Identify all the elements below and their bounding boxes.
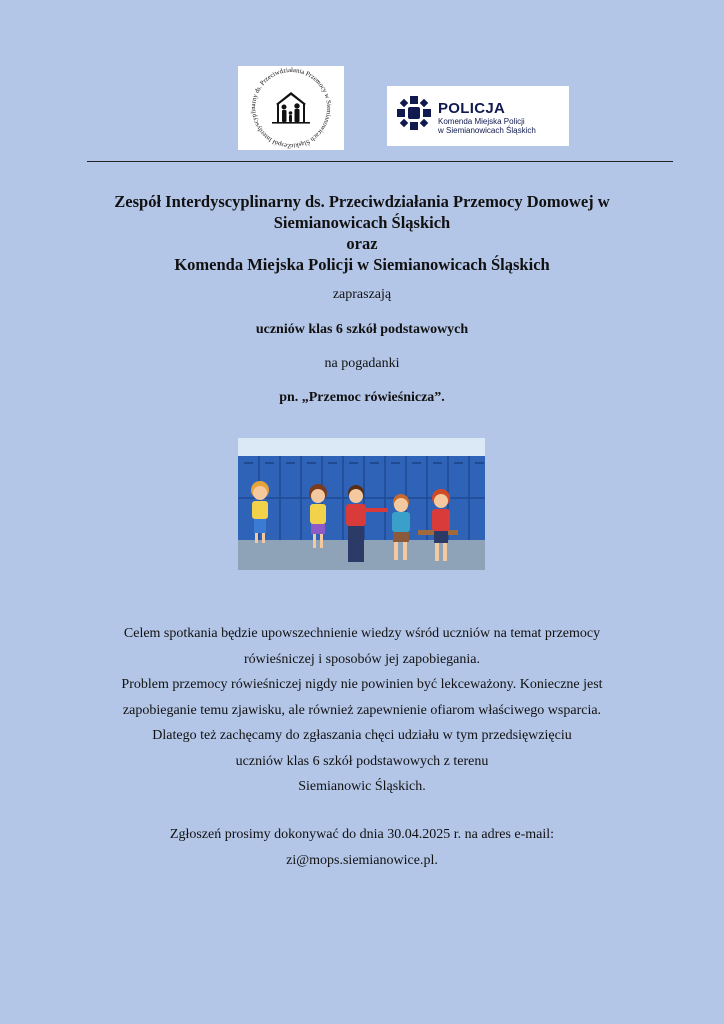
invite-topic: pn. „Przemoc rówieśnicza”. — [279, 390, 445, 405]
invite-audience: uczniów klas 6 szkół podstawowych — [255, 322, 469, 337]
registration-contact — [60, 822, 664, 874]
interdisciplinary-team-seal — [238, 66, 344, 150]
family-silhouette-icon — [272, 92, 310, 124]
heading-line-1: Zespół Interdyscyplinarny ds. Przeciwdziałania Przemocy Domowej w — [114, 192, 610, 211]
description-line-3: Problem przemocy rówieśniczej nigdy nie powinien być lekceważony. Konieczne jest — [121, 677, 603, 692]
heading-line-4: Komenda Miejska Policji w Siemianowicach Śląskich — [174, 255, 550, 274]
description-line-2: rówieśniczej i sposobów jej zapobiegania. — [244, 651, 480, 667]
registration-deadline-text: Zgłoszeń prosimy dokonywać do dnia 30.04.2025 r. na adres e-mail: — [169, 827, 555, 842]
heading-line-3: oraz — [346, 234, 378, 253]
heading-line-2: Siemianowicach Śląskich — [273, 213, 451, 232]
police-logo-title: POLICJA — [438, 100, 506, 117]
seal-ring-text: Zespół Interdyscyplinarny ds. Przeciwdziałania Przemocy w Siemianowicach Śląskic — [250, 66, 333, 150]
police-subtitle-line-2: w Siemianowicach Śląskich — [438, 126, 536, 135]
police-logo-subtitle — [438, 117, 566, 135]
invite-event: na pogadanki — [324, 356, 400, 371]
header-divider — [87, 161, 673, 162]
description-line-5: Dlatego też zachęcamy do zgłaszania chęci udziału w tym przedsięwzięciu — [152, 728, 572, 743]
description-line-6: uczniów klas 6 szkół podstawowych z terenu — [235, 753, 489, 769]
school-corridor-illustration — [238, 438, 485, 570]
organizers-heading — [60, 191, 664, 275]
interdisciplinary-team-logo — [238, 66, 344, 150]
description-line-1: Celem spotkania będzie upowszechnienie wiedzy wśród uczniów na temat przemocy — [123, 626, 601, 641]
police-star-icon — [397, 96, 431, 130]
description-paragraph — [60, 621, 664, 800]
police-subtitle-line-1: Komenda Miejska Policji — [438, 117, 525, 126]
description-line-4: zapobieganie temu zjawisku, ale również zapewnienie ofiarom właściwego wsparcia. — [122, 702, 602, 718]
contact-email[interactable]: zi@mops.siemianowice.pl. — [286, 853, 438, 868]
invite-verb: zapraszają — [332, 287, 392, 302]
description-line-7: Siemianowic Śląskich. — [298, 779, 426, 794]
